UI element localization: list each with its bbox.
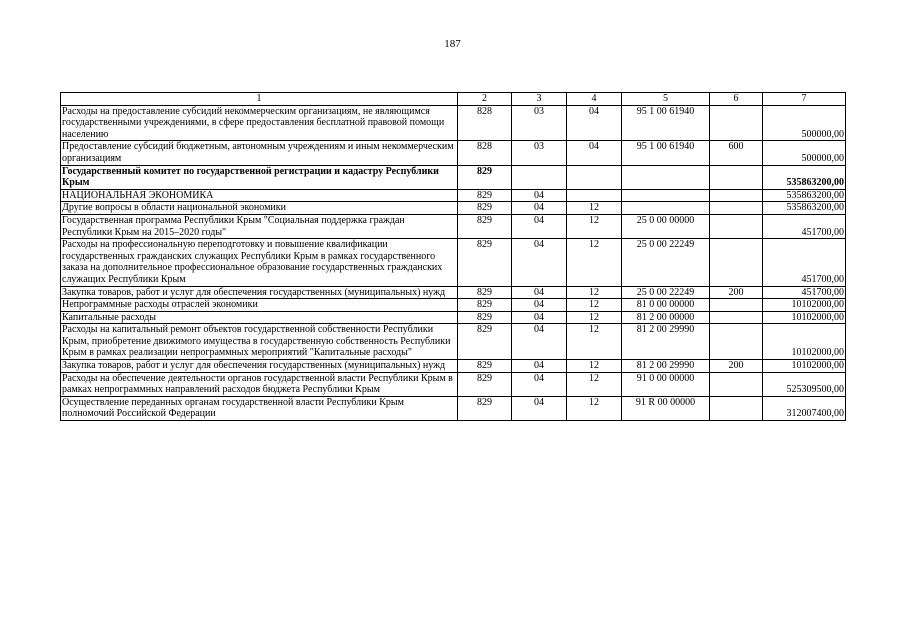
row-amount: 10102000,00 xyxy=(763,324,846,360)
row-admin-code: 829 xyxy=(458,396,512,420)
column-header-7: 7 xyxy=(763,93,846,106)
row-subsection-code: 12 xyxy=(567,372,622,396)
row-amount: 451700,00 xyxy=(763,239,846,286)
row-amount: 10102000,00 xyxy=(763,299,846,312)
row-subsection-code: 04 xyxy=(567,141,622,165)
row-expense-type-code xyxy=(710,214,763,238)
row-description: Расходы на профессиональную переподготовку и повышение квалификации государственных гражданских служащих Республики Крым в рамках государственного заказа на дополнительное профессиональное образование государственных гражданских служащих Республики Крым xyxy=(61,239,458,286)
row-target-code xyxy=(622,189,710,202)
row-subsection-code: 12 xyxy=(567,214,622,238)
row-target-code xyxy=(622,202,710,215)
row-subsection-code: 04 xyxy=(567,105,622,141)
row-expense-type-code xyxy=(710,396,763,420)
row-amount: 535863200,00 xyxy=(763,165,846,189)
row-admin-code: 829 xyxy=(458,372,512,396)
row-section-code: 04 xyxy=(512,372,567,396)
row-target-code: 25 0 00 22249 xyxy=(622,286,710,299)
row-admin-code: 829 xyxy=(458,189,512,202)
table-row xyxy=(61,165,846,189)
row-section-code xyxy=(512,165,567,189)
row-description: Государственный комитет по государственной регистрации и кадастру Республики Крым xyxy=(61,165,458,189)
row-section-code: 04 xyxy=(512,202,567,215)
row-section-code: 04 xyxy=(512,286,567,299)
column-header-5: 5 xyxy=(622,93,710,106)
row-expense-type-code xyxy=(710,299,763,312)
table-row xyxy=(61,189,846,202)
row-target-code: 81 2 00 00000 xyxy=(622,311,710,324)
row-expense-type-code xyxy=(710,202,763,215)
column-header-2: 2 xyxy=(458,93,512,106)
page-number: 187 xyxy=(444,38,461,50)
column-header-3: 3 xyxy=(512,93,567,106)
table-row xyxy=(61,214,846,238)
row-expense-type-code xyxy=(710,189,763,202)
table-row xyxy=(61,396,846,420)
row-admin-code: 829 xyxy=(458,299,512,312)
row-amount: 312007400,00 xyxy=(763,396,846,420)
row-subsection-code: 12 xyxy=(567,324,622,360)
row-admin-code: 829 xyxy=(458,202,512,215)
row-section-code: 04 xyxy=(512,239,567,286)
row-subsection-code: 12 xyxy=(567,202,622,215)
row-subsection-code: 12 xyxy=(567,311,622,324)
row-target-code: 91 0 00 00000 xyxy=(622,372,710,396)
row-description: Капитальные расходы xyxy=(61,311,458,324)
row-amount: 451700,00 xyxy=(763,286,846,299)
row-target-code: 95 1 00 61940 xyxy=(622,105,710,141)
row-amount: 10102000,00 xyxy=(763,311,846,324)
row-description: Непрограммные расходы отраслей экономики xyxy=(61,299,458,312)
row-target-code xyxy=(622,165,710,189)
row-target-code: 81 2 00 29990 xyxy=(622,360,710,373)
table-row xyxy=(61,299,846,312)
row-subsection-code xyxy=(567,165,622,189)
row-expense-type-code xyxy=(710,372,763,396)
row-admin-code: 829 xyxy=(458,214,512,238)
row-target-code: 91 R 00 00000 xyxy=(622,396,710,420)
row-description: Закупка товаров, работ и услуг для обеспечения государственных (муниципальных) нужд xyxy=(61,286,458,299)
row-admin-code: 829 xyxy=(458,360,512,373)
row-amount: 451700,00 xyxy=(763,214,846,238)
row-section-code: 04 xyxy=(512,311,567,324)
row-section-code: 03 xyxy=(512,105,567,141)
row-description: Расходы на предоставление субсидий некоммерческим организациям, не являющимся государственными учреждениями, в сфере предоставления бесплатной правовой помощи населению xyxy=(61,105,458,141)
row-description: Осуществление переданных органам государственной власти Республики Крым полномочий Российской Федерации xyxy=(61,396,458,420)
row-description: Закупка товаров, работ и услуг для обеспечения государственных (муниципальных) нужд xyxy=(61,360,458,373)
row-subsection-code: 12 xyxy=(567,239,622,286)
column-header-6: 6 xyxy=(710,93,763,106)
row-admin-code: 829 xyxy=(458,286,512,299)
row-section-code: 04 xyxy=(512,299,567,312)
row-expense-type-code xyxy=(710,105,763,141)
row-description: Предоставление субсидий бюджетным, автономным учреждениям и иным некоммерческим организациям xyxy=(61,141,458,165)
row-description: Другие вопросы в области национальной экономики xyxy=(61,202,458,215)
row-description: Расходы на обеспечение деятельности органов государственной власти Республики Крым в рамках непрограммных направлений расходов бюджета Республики Крым xyxy=(61,372,458,396)
row-amount: 500000,00 xyxy=(763,105,846,141)
row-target-code: 81 2 00 29990 xyxy=(622,324,710,360)
column-header-4: 4 xyxy=(567,93,622,106)
row-expense-type-code xyxy=(710,324,763,360)
row-subsection-code: 12 xyxy=(567,360,622,373)
row-admin-code: 829 xyxy=(458,165,512,189)
row-section-code: 04 xyxy=(512,189,567,202)
row-description: Государственная программа Республики Крым "Социальная поддержка граждан Республики Крым на 2015–2020 годы" xyxy=(61,214,458,238)
row-admin-code: 829 xyxy=(458,324,512,360)
row-section-code: 03 xyxy=(512,141,567,165)
row-amount: 500000,00 xyxy=(763,141,846,165)
table-row xyxy=(61,286,846,299)
table-row xyxy=(61,360,846,373)
table-header-row xyxy=(61,93,846,106)
row-target-code: 95 1 00 61940 xyxy=(622,141,710,165)
row-target-code: 81 0 00 00000 xyxy=(622,299,710,312)
row-section-code: 04 xyxy=(512,360,567,373)
row-amount: 10102000,00 xyxy=(763,360,846,373)
table-row xyxy=(61,202,846,215)
column-header-1: 1 xyxy=(61,93,458,106)
row-subsection-code: 12 xyxy=(567,396,622,420)
row-expense-type-code: 200 xyxy=(710,286,763,299)
row-expense-type-code xyxy=(710,165,763,189)
row-subsection-code xyxy=(567,189,622,202)
table-row xyxy=(61,239,846,286)
row-target-code: 25 0 00 22249 xyxy=(622,239,710,286)
table-row xyxy=(61,311,846,324)
row-expense-type-code xyxy=(710,311,763,324)
row-admin-code: 828 xyxy=(458,141,512,165)
row-section-code: 04 xyxy=(512,324,567,360)
row-section-code: 04 xyxy=(512,214,567,238)
row-expense-type-code: 600 xyxy=(710,141,763,165)
row-expense-type-code xyxy=(710,239,763,286)
row-description: Расходы на капитальный ремонт объектов государственной собственности Республики Крым, приобретение движимого имущества в государственную собственность Республики Крым в рамках реализации непрограммных мероприятий "Капитальные расходы" xyxy=(61,324,458,360)
row-amount: 535863200,00 xyxy=(763,202,846,215)
row-section-code: 04 xyxy=(512,396,567,420)
table-row xyxy=(61,324,846,360)
table-row xyxy=(61,141,846,165)
row-amount: 525309500,00 xyxy=(763,372,846,396)
row-subsection-code: 12 xyxy=(567,299,622,312)
row-description: НАЦИОНАЛЬНАЯ ЭКОНОМИКА xyxy=(61,189,458,202)
table-row xyxy=(61,372,846,396)
row-expense-type-code: 200 xyxy=(710,360,763,373)
budget-table xyxy=(60,92,846,421)
row-subsection-code: 12 xyxy=(567,286,622,299)
row-amount: 535863200,00 xyxy=(763,189,846,202)
row-admin-code: 829 xyxy=(458,239,512,286)
row-admin-code: 828 xyxy=(458,105,512,141)
row-target-code: 25 0 00 00000 xyxy=(622,214,710,238)
table-row xyxy=(61,105,846,141)
row-admin-code: 829 xyxy=(458,311,512,324)
